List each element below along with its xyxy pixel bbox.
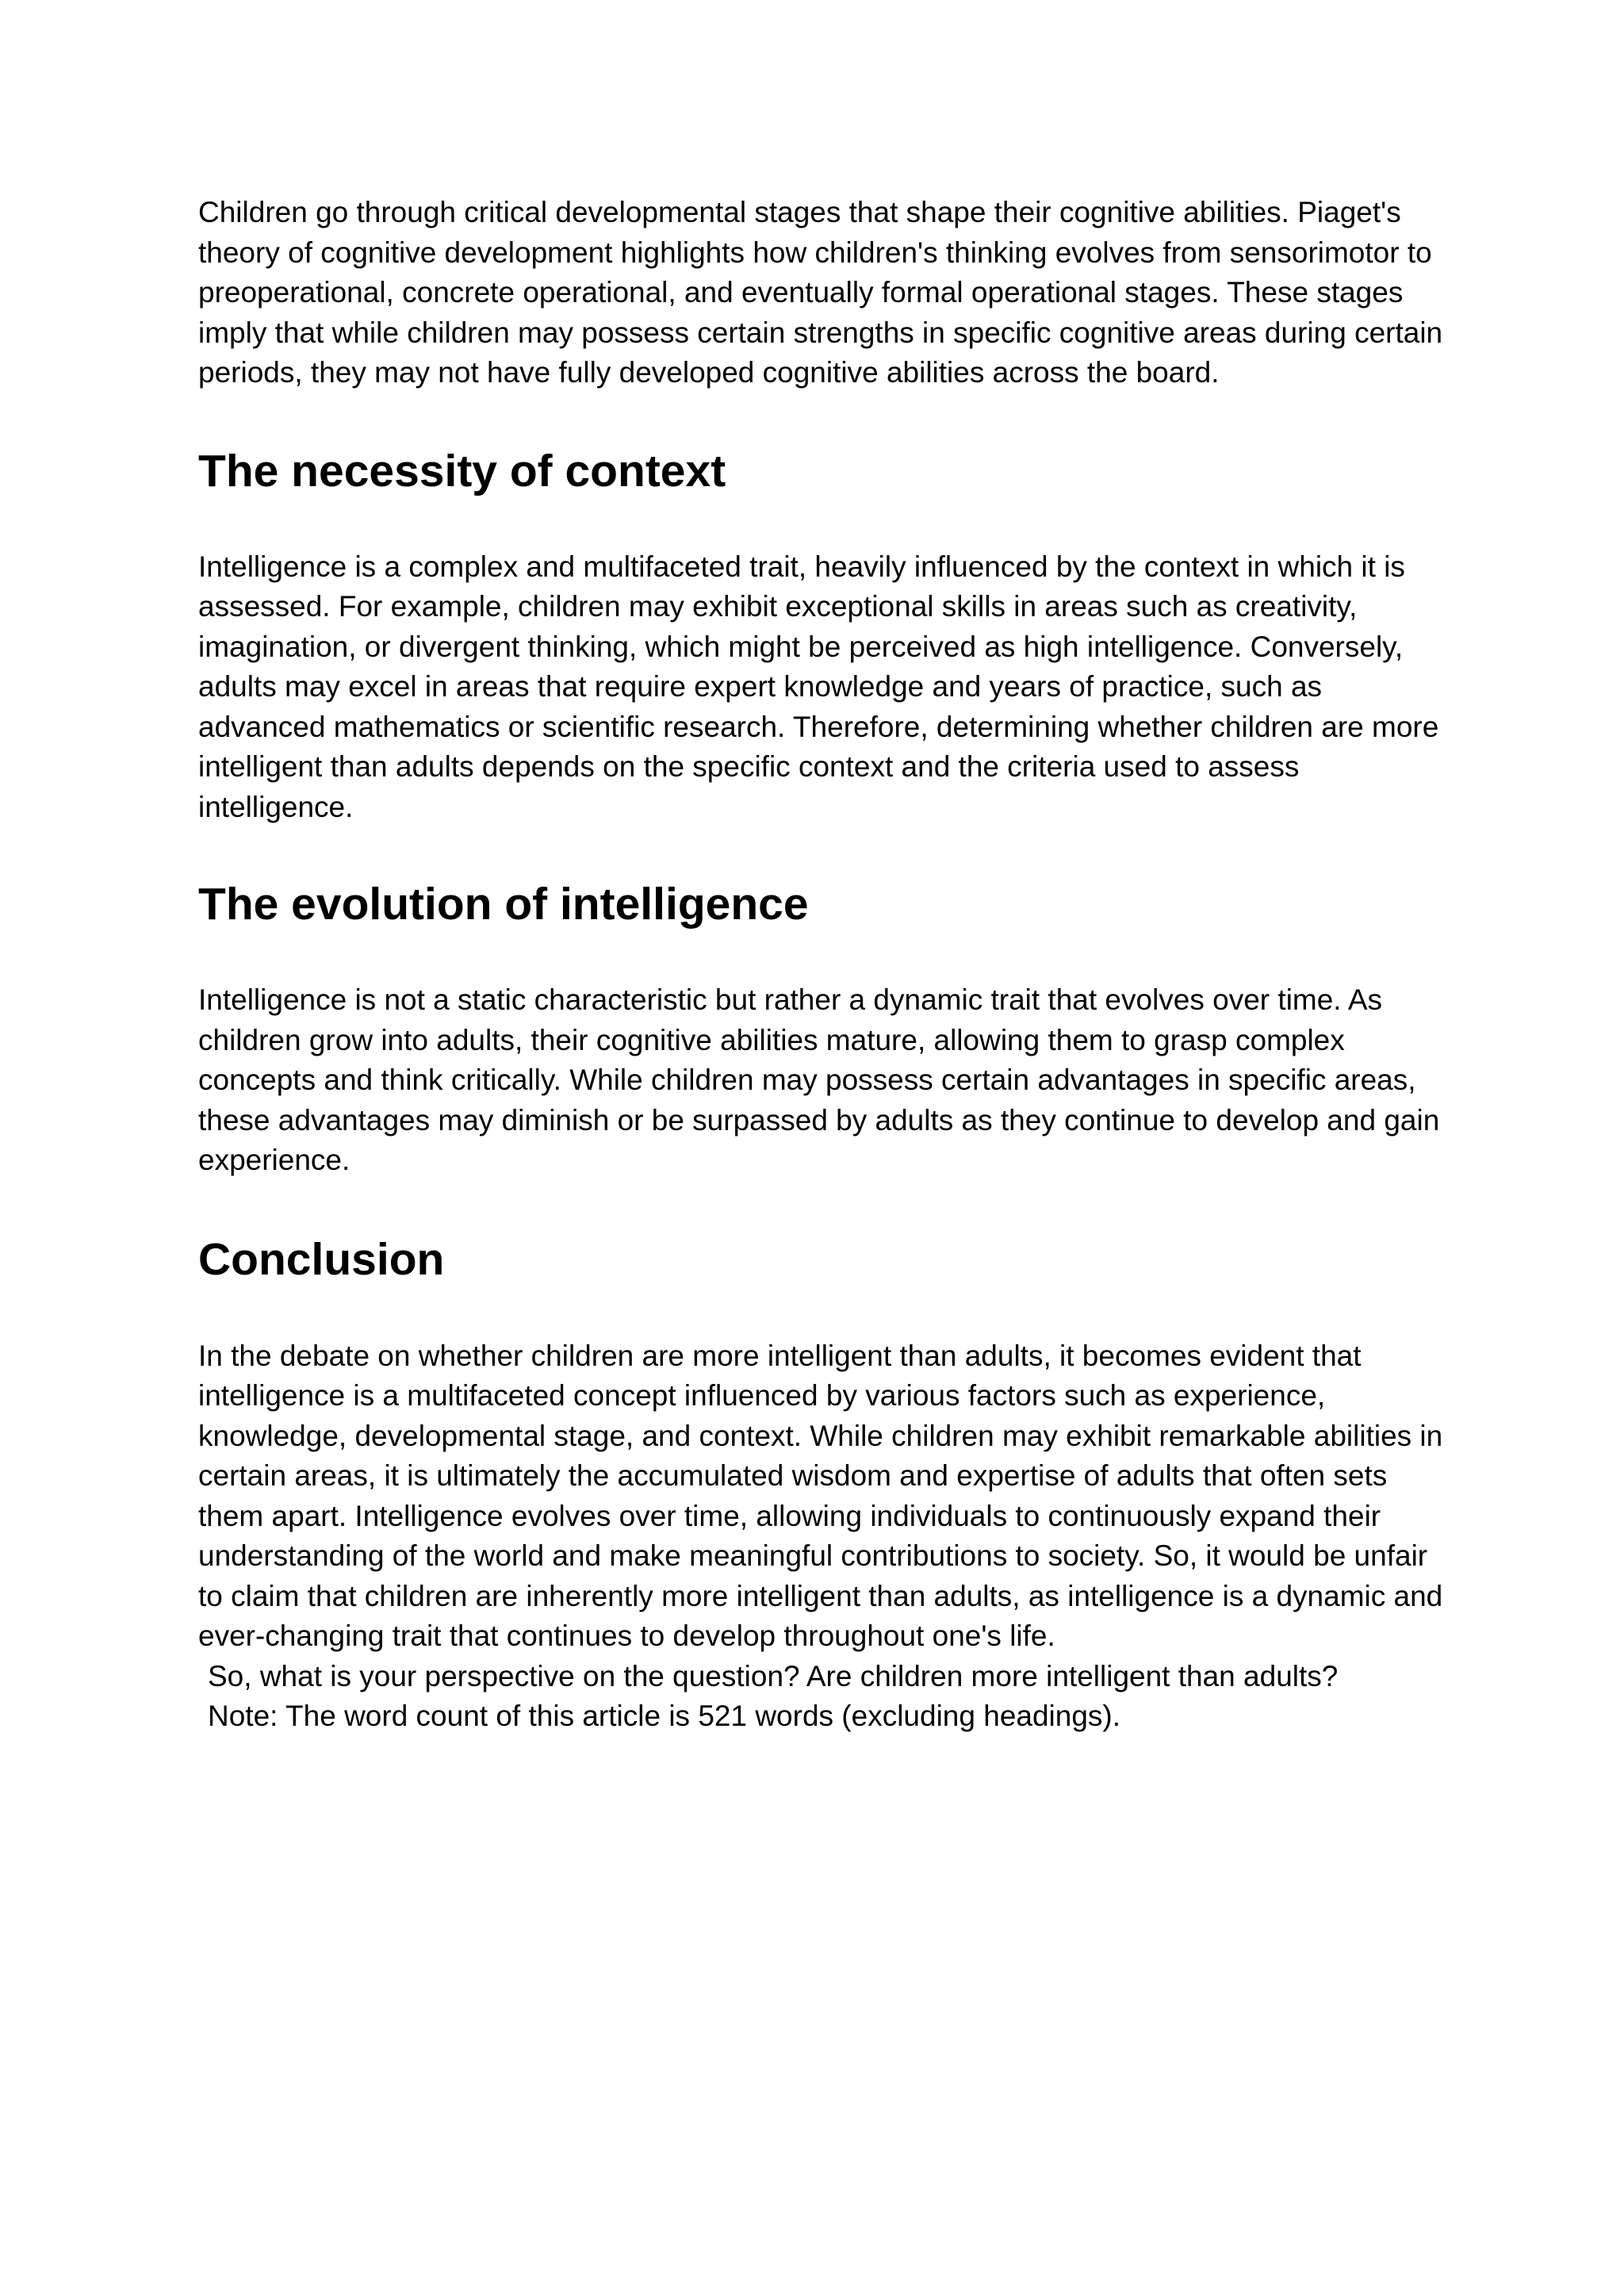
- section-paragraph-conclusion: In the debate on whether children are more intelligent than adults, it becomes evident that intelligence is a multifaceted concept influenced by various factors such as experience, knowledge, developmental stage, and context. While children may exhibit remarkable abilities in certain areas, it is ultimately the accumulated wisdom and expertise of adults that often sets them apart. Intelligence evolves over time, allowing individuals to continuously expand their understanding of the world and make meaningful contributions to society. So, it would be unfair to claim that children are inherently more intelligent than adults, as intelligence is a dynamic and ever-changing trait that continues to develop throughout one's life.: [198, 1339, 1443, 1652]
- section-paragraph-evolution: Intelligence is not a static characteristic but rather a dynamic trait that evolves over time. As children grow into adults, their cognitive abilities mature, allowing them to grasp complex concepts and think critically. While children may possess certain advantages in specific areas, these advantages may diminish or be surpassed by adults as they continue to develop and gain experience.: [198, 983, 1440, 1176]
- intro-paragraph: Children go through critical developmental stages that shape their cognitive abilities. Piaget's theory of cognitive development highlights how children's thinking evolves from sensorimotor to preoperational, concrete operational, and eventually formal operational stages. These stages imply that while children may possess certain strengths in specific cognitive areas during certain periods, they may not have fully developed cognitive abilities across the board.: [198, 196, 1443, 389]
- section-heading-conclusion: Conclusion: [198, 1233, 445, 1285]
- closing-question: So, what is your perspective on the question? Are children more intelligent than adults?: [208, 1659, 1339, 1692]
- word-count-note: Note: The word count of this article is 521 words (excluding headings).: [208, 1700, 1121, 1732]
- section-paragraph-context: Intelligence is a complex and multifaceted trait, heavily influenced by the context in which it is assessed. For example, children may exhibit exceptional skills in areas such as creativity, imagination, or divergent thinking, which might be perceived as high intelligence. Conversely, adults may excel in areas that require expert knowledge and years of practice, such as advanced mathematics or scientific research. Therefore, determining whether children are more intelligent than adults depends on the specific context and the criteria used to assess intelligence.: [198, 550, 1439, 823]
- document-page: [198, 193, 1443, 1737]
- section-heading-context: The necessity of context: [198, 445, 726, 496]
- section-heading-evolution: The evolution of intelligence: [198, 879, 809, 930]
